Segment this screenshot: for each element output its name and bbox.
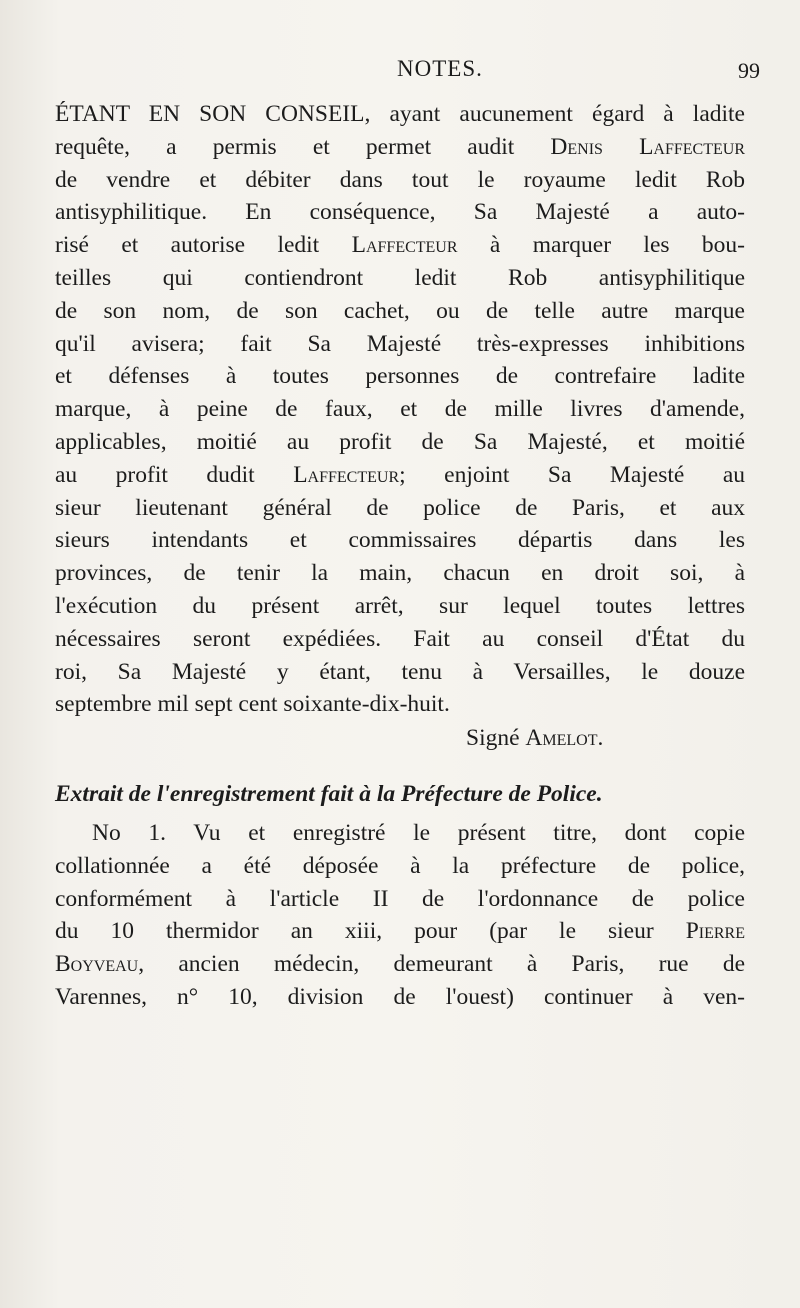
signature-prefix: Signé xyxy=(466,725,526,751)
text-line: l'exécution du présent arrêt, sur lequel toutes lettres xyxy=(55,592,745,619)
text-line: du 10 thermidor an xiii, pour (par le sieur Pierre xyxy=(55,918,745,945)
text-line: septembre mil sept cent soixante-dix-huit. xyxy=(55,691,450,718)
text-line: antisyphilitique. En conséquence, Sa Majesté a auto- xyxy=(55,199,745,226)
signatory-name: Amelot. xyxy=(525,725,604,751)
text-line: sieur lieutenant général de police de Paris, et aux xyxy=(55,494,745,521)
text-line: au profit dudit Laffecteur; enjoint Sa Majesté au xyxy=(55,461,745,488)
text-line: de vendre et débiter dans tout le royaume ledit Rob xyxy=(55,166,745,193)
text-line: qu'il avisera; fait Sa Majesté très-expresses inhibitions xyxy=(55,330,745,357)
section-heading: Extrait de l'enregistrement fait à la Préfecture de Police. xyxy=(55,781,603,807)
text-line: de son nom, de son cachet, ou de telle autre marque xyxy=(55,297,745,324)
text-line: requête, a permis et permet audit Denis Laffecteur xyxy=(55,133,746,160)
text-line: risé et autorise ledit Laffecteur à marquer les bou- xyxy=(55,232,745,259)
text-line: roi, Sa Majesté y étant, tenu à Versailles, le douze xyxy=(55,658,745,685)
text-line: et défenses à toutes personnes de contrefaire ladite xyxy=(55,363,745,390)
text-line: sieurs intendants et commissaires départis dans les xyxy=(55,527,745,554)
page-header xyxy=(0,52,800,88)
text-line: No 1. Vu et enregistré le présent titre, dont copie xyxy=(92,820,745,846)
signature-line xyxy=(466,725,603,752)
text-line: Varennes, n° 10, division de l'ouest) continuer à ven- xyxy=(55,983,745,1010)
text-line: collationnée a été déposée à la préfecture de police, xyxy=(55,852,745,879)
running-title: NOTES. xyxy=(397,56,483,81)
text-line: conformément à l'article II de l'ordonnance de police xyxy=(55,885,745,912)
paragraph-decree xyxy=(55,98,745,721)
text-line: applicables, moitié au profit de Sa Majesté, et moitié xyxy=(55,428,745,455)
text-line: marque, à peine de faux, et de mille livres d'amende, xyxy=(55,396,745,423)
page-number: 99 xyxy=(738,58,760,83)
text-line: teilles qui contiendront ledit Rob antisyphilitique xyxy=(55,264,745,291)
text-line: ÉTANT EN SON CONSEIL, ayant aucunement égard à ladite xyxy=(55,101,745,127)
text-line: nécessaires seront expédiées. Fait au conseil d'État du xyxy=(55,625,745,652)
text-line: Boyveau, ancien médecin, demeurant à Paris, rue de xyxy=(55,951,745,978)
paragraph-registration xyxy=(55,817,745,1014)
text-line: provinces, de tenir la main, chacun en droit soi, à xyxy=(55,560,745,587)
